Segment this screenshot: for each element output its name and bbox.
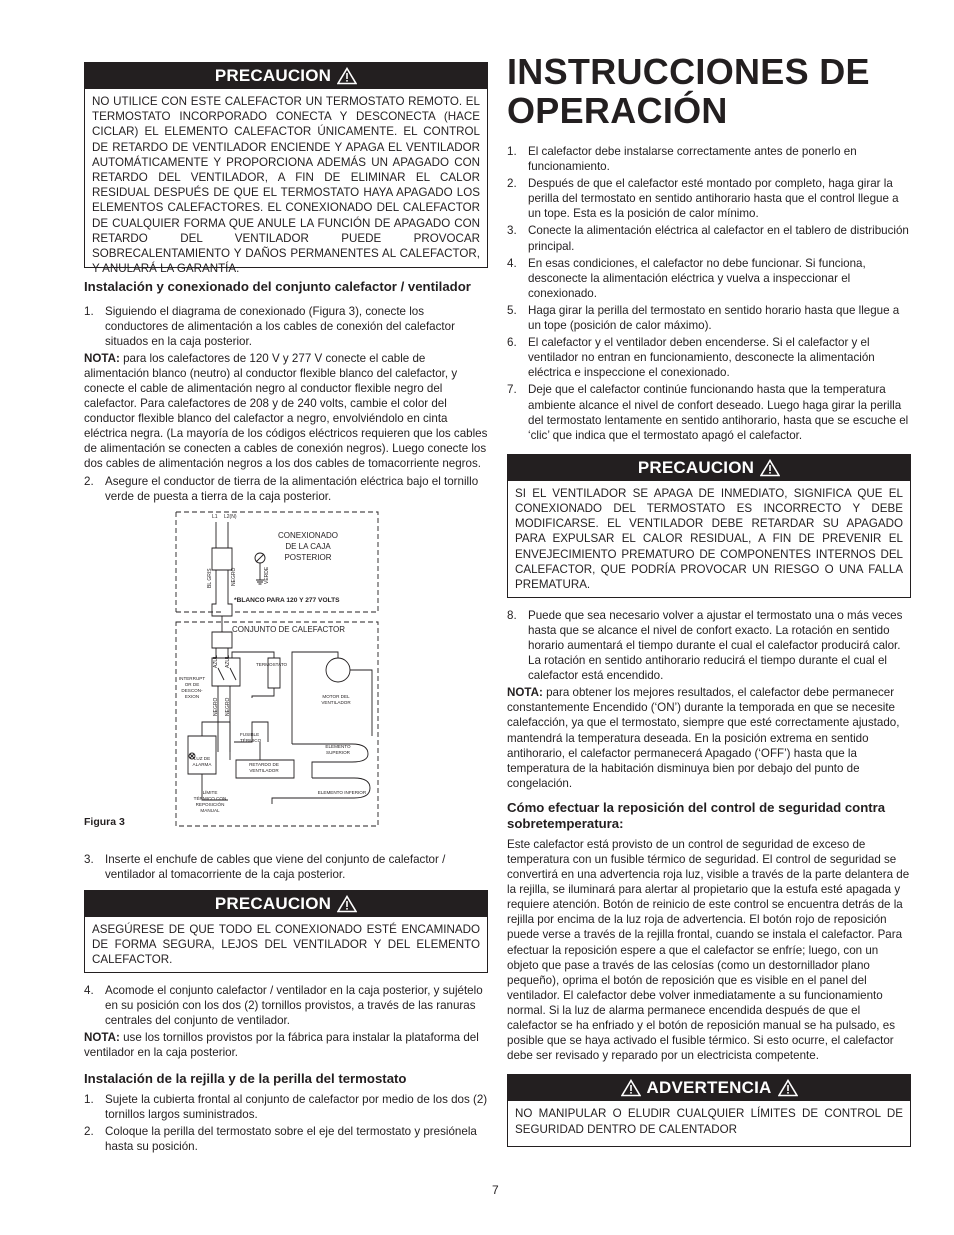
caution-text: SI EL VENTILADOR SE APAGA DE INMEDIATO, SIGNIFICA QUE EL CONEXIONADO DEL TERMOSTATO ES INCORRECTO Y DEBE MODIFICARSE. EL VENTILADOR DEBE RETARDAR SU APAGADO PARA EXPULSAR EL CALOR RESIDUAL, A FIN DE PREVENIR EL ENVEJECIMIENTO PREMATURO DE COMPONENTES INTERNOS DEL CALEFACTOR, QUE PODRÍA PROVOCAR UN RIESGO O UNA FALLA PREMATURA. <box>515 486 903 591</box>
page-title: INSTRUCCIONES DE OPERACIÓN <box>507 51 870 131</box>
grille-step-1 <box>84 1092 488 1122</box>
label-thermostat: TERMOSTATO <box>256 661 288 667</box>
caution-label: PRECAUCION <box>214 66 332 85</box>
caution-label: PRECAUCION <box>214 893 332 913</box>
note-label: NOTA: <box>507 686 543 700</box>
figure-caption: Figura 3 <box>84 815 125 828</box>
warning-triangle-icon <box>760 459 780 477</box>
step-text: El calefactor debe instalarse correctamente antes de ponerlo en funcionamiento. <box>528 145 857 174</box>
step-text: Asegure el conductor de tierra de la alimentación eléctrica bajo el tornillo verde de puesta a tierra de la caja posterior. <box>105 474 479 503</box>
step-text: Sujete la cubierta frontal al conjunto de calefactor por medio de los dos (2) tornillos largos suministrados. <box>105 1092 488 1121</box>
note-text: use los tornillos provistos por la fábrica para instalar la plataforma del ventilador en la caja posterior. <box>84 1031 479 1060</box>
step-number: 3. <box>507 224 517 238</box>
backbox-title-2: DE LA CAJA <box>285 541 331 551</box>
left-column <box>84 62 488 1156</box>
step-number: 2. <box>84 1125 94 1139</box>
caution-header <box>85 63 487 89</box>
wire-label-bl-gris: BL GRIS <box>207 568 213 588</box>
operation-steps <box>507 144 911 443</box>
caution-header <box>508 455 910 481</box>
page-number: 7 <box>492 1183 499 1197</box>
step-number: 2. <box>507 177 517 191</box>
delay-label-2: VENTILADOR <box>249 767 279 773</box>
backbox-title-3: POSTERIOR <box>284 552 332 562</box>
limit-label-4: MANUAL <box>200 807 220 813</box>
lower-element-label: ELEMENTO INFERIOR <box>317 789 367 795</box>
right-column <box>507 52 911 1147</box>
fuse-label-2: TÉRMICO <box>240 737 262 743</box>
operation-step-4 <box>507 256 911 301</box>
caution-text: NO UTILICE CON ESTE CALEFACTOR UN TERMOSTATO REMOTO. EL TERMOSTATO INCORPORADO CONECTA Y DESCONECTA (HACE CICLAR) EL ELEMENTO CALEFACTOR ÚNICAMENTE. EL CONTROL DE RETARDO DE VENTILADOR ENCIENDE Y APAGA EL VENTILADOR AUTOMÁTICAMENTE Y PROPORCIONA ADEMÁS UN APAGADO CON RETARDO DEL VENTILADOR, A FIN DE ELIMINAR EL CALOR RESIDUAL DESPUÉS DE QUE EL TERMOSTATO HAYA APAGADO LOS ELEMENTOS CALEFACTORES. EL CONEXIONADO DEL CALEFACTOR DE CUALQUIER FORMA QUE ANULE LA FUNCIÓN DE APAGADO CON RETARDO DEL VENTILADOR PUEDE PROVOCAR SOBRECALENTAMIENTO Y DAÑOS PERMANENTES AL CALEFACTOR, Y ANULARÁ LA GARANTÍA. <box>92 95 480 276</box>
warning-label: ADVERTENCIA <box>646 1078 772 1098</box>
note-text: para los calefactores de 120 V y 277 V conecte el cable de alimentación blanco (neutro) al conductor flexible blanco del calefactor, y conecte el cable de alimentación negro al conductor flexible negro del calefactor. Para calefactores de 208 y de 240 volts, cambie el color del conductor flexible blanco del calefactor a negro, envolviéndolo en cinta eléctrica negra. (La mayoría de los códigos eléctricos requieren que los cables de alimentación se conecten a cables de conexión negros). Luego conecte los dos cables de alimentación negros a los dos cables de tomacorriente negros. <box>84 351 488 471</box>
warning-triangle-icon <box>337 895 357 913</box>
step-number: 2. <box>84 474 94 488</box>
caution-box-wiring-routing <box>84 890 488 973</box>
caution-box-remote-thermostat <box>84 62 488 276</box>
operation-step-1 <box>507 144 911 174</box>
lamp-label-1: LUZ DE <box>193 755 211 761</box>
step-number: 1. <box>84 304 94 318</box>
operation-step-5 <box>507 303 911 333</box>
label-l2: L2(N) <box>224 513 237 520</box>
warning-triangle-icon <box>621 1079 641 1097</box>
step-text: Haga girar la perilla del termostato en sentido horario hasta que llegue a un tope (posición de calor máximo). <box>528 303 900 333</box>
step-number: 4. <box>507 256 517 270</box>
step-number: 1. <box>507 145 517 158</box>
operation-step-7 <box>507 382 911 442</box>
label-azul-1: AZUL <box>213 654 219 668</box>
step-number: 3. <box>84 852 94 866</box>
switch-label-3: DESCON- <box>181 687 203 693</box>
step-number: 6. <box>507 336 517 350</box>
install-step-3 <box>84 852 488 882</box>
step-text: Puede que sea necesario volver a ajustar el termostato una o más veces hasta que se alcance el nivel de confort exacto. La rotación en sentido horario aumentará el tiempo durante el cual el calefactor producirá calor. La rotación en sentido antihorario reducirá el tiempo durante el cual el calefactor está encendido. <box>528 608 903 683</box>
upper-element-label-2: SUPERIOR <box>326 749 350 755</box>
step-number: 7. <box>507 383 517 397</box>
switch-label-4: EXION <box>184 693 200 699</box>
warning-triangle-icon <box>337 67 357 85</box>
fuse-label-1: FUSIBLE <box>240 731 260 737</box>
label-negro-1: NEGRO <box>213 697 219 716</box>
warning-header <box>508 1075 910 1101</box>
note-text: para obtener los mejores resultados, el calefactor debe permanecer constantemente Encendido (‘ON’) durante la temporada en que se necesite calefacción, ya que el termostato, siempre que esté correctamente ajustado, mantendrá la temperatura deseada. En la posición extrema en sentido antihorario, el calefactor permanecerá Apagado (‘OFF’) hasta que la temperatura de la habitación disminuya bien por debajo del punto de congelación. <box>507 686 900 790</box>
wiring-diagram-figure <box>84 508 488 838</box>
install-step-1 <box>84 304 488 349</box>
backbox-title-1: CONEXIONADO <box>277 530 339 540</box>
switch-label-2: OR DE <box>184 681 200 687</box>
operation-step-8 <box>507 608 911 683</box>
caution-box-fan-delay <box>507 454 911 598</box>
wire-label-negro: NEGRO <box>231 567 237 586</box>
install-note-1 <box>84 351 488 472</box>
step-number: 4. <box>84 983 94 997</box>
lamp-label-2: ALARMA <box>192 761 212 767</box>
install-heading: Instalación y conexionado del conjunto calefactor / ventilador <box>84 279 471 294</box>
step-number: 1. <box>84 1092 94 1106</box>
upper-element-label-1: ELEMENTO <box>325 743 351 749</box>
caution-text: ASEGÚRESE DE QUE TODO EL CONEXIONADO ESTÉ ENCAMINADO DE FORMA SEGURA, LEJOS DEL VENTILADOR Y DEL ELEMENTO CALEFACTOR. <box>92 922 480 967</box>
step-text: Deje que el calefactor continúe funcionando hasta que la temperatura ambiente alcance el nivel de confort deseado. Luego haga girar la perilla del termostato lentamente en sentido antihorario, hasta que se escuche el ‘clic’ que indica que el termostato apagó el calefactor. <box>528 383 909 442</box>
limit-label-2: TÉRMICO CON <box>193 795 227 801</box>
caution-label: PRECAUCION <box>637 457 755 477</box>
label-negro-2: NEGRO <box>225 697 231 716</box>
operation-step-2 <box>507 176 911 221</box>
step-number: 8. <box>507 608 517 622</box>
warning-triangle-icon <box>778 1079 798 1097</box>
step-text: Inserte el enchufe de cables que viene del conjunto de calefactor / ventilador al tomacorriente de la caja posterior. <box>105 852 446 881</box>
delay-label-1: RETARDO DE <box>249 761 279 767</box>
install-note-2 <box>84 1030 488 1060</box>
wiring-diagram <box>172 508 382 838</box>
warning-text: NO MANIPULAR O ELUDIR CUALQUIER LÍMITES DE CONTROL DE SEGURIDAD DENTRO DE CALENTADOR <box>515 1107 903 1136</box>
label-l1: L1 <box>212 513 218 520</box>
reset-text: Este calefactor está provisto de un control de seguridad de exceso de temperatura con un fusible térmico de seguridad. El control de seguridad se convertirá en una advertencia roja luz, visible a través de la parte delantera de la rejilla, se iluminará para alertar al propietario que la estufa esté apagada y requiere atención. Botón de reinicio de este control se encuentra detrás de la rejilla por encima de la luz roja de advertencia. El botón rojo de reposición puede verse a través de la rejilla frontal, cuando se instala el calefactor. Para efectuar la reposición espere a que el calefactor se enfríe; luego, con un objeto que pase a través de las celosías (como un destornillador plano pequeño), oprima el botón de reposición que es visible en el panel del ventilador. El calefactor debe volver inmediatamente a su funcionamiento normal. Si la luz de alarma permanece encendida después de que el calefactor se ha enfriado y el botón de reposición manual se ha pulsado, es posible que se haya activado el fusible térmico. Si esto ocurre, el calefactor debe ser revisado y reparado por un electricista competente. <box>507 837 910 1063</box>
label-azul-2: AZUL <box>225 654 231 668</box>
step-number: 5. <box>507 303 517 317</box>
step-text: Conecte la alimentación eléctrica al calefactor en el tablero de distribución principal. <box>528 224 909 253</box>
switch-label-1: INTERRUPT <box>178 675 206 681</box>
step-text: El calefactor y el ventilador deben encenderse. Si el calefactor y el ventilador no entran en funcionamiento, desconecte la alimentación eléctrica e inspeccione el conexionado. <box>528 336 875 380</box>
note-label: NOTA: <box>84 351 120 365</box>
caution-header <box>85 891 487 917</box>
white-wire-note: *BLANCO PARA 120 Y 277 VOLTS <box>234 596 340 604</box>
operation-note <box>507 685 911 791</box>
grille-heading: Instalación de la rejilla y de la perilla del termostato <box>84 1071 407 1087</box>
operation-step-6 <box>507 335 911 380</box>
warning-box-safety-limits <box>507 1074 911 1147</box>
motor-label-1: MOTOR DEL <box>322 693 350 699</box>
operation-step-3 <box>507 223 911 253</box>
assembly-title: CONJUNTO DE CALEFACTOR <box>232 624 346 634</box>
install-step-4 <box>84 983 488 1028</box>
grille-step-2 <box>84 1124 488 1154</box>
step-text: Después de que el calefactor esté montado por completo, haga girar la perilla del termostato en sentido antihorario hasta que el control llegue a un tope. Esta es la posición de calor mínimo. <box>528 177 899 221</box>
limit-label-1: LÍMITE <box>202 789 218 795</box>
step-text: En esas condiciones, el calefactor no debe funcionar. Si funciona, desconecte la alimentación eléctrica y vuelva a inspeccionar el conexionado. <box>528 256 866 300</box>
wire-label-verde: VERDE <box>264 566 270 584</box>
step-text: Coloque la perilla del termostato sobre el eje del termostato y presiónela hasta su posición. <box>105 1125 477 1154</box>
limit-label-3: REPOSICIÓN <box>195 801 225 807</box>
note-label: NOTA: <box>84 1031 120 1045</box>
motor-label-2: VENTILADOR <box>321 699 351 705</box>
step-text: Siguiendo el diagrama de conexionado (Figura 3), conecte los conductores de alimentación a los cables de conexión del calefactor situados en la caja posterior. <box>105 304 455 348</box>
step-text: Acomode el conjunto calefactor / ventilador en la caja posterior, y sujételo en su posición con los dos (2) tornillos provistos, a través de las ranuras centrales del conjunto de ventilador. <box>105 983 483 1028</box>
install-step-2 <box>84 474 488 504</box>
reset-heading: Cómo efectuar la reposición del control de seguridad contra sobretemperatura: <box>507 799 886 832</box>
